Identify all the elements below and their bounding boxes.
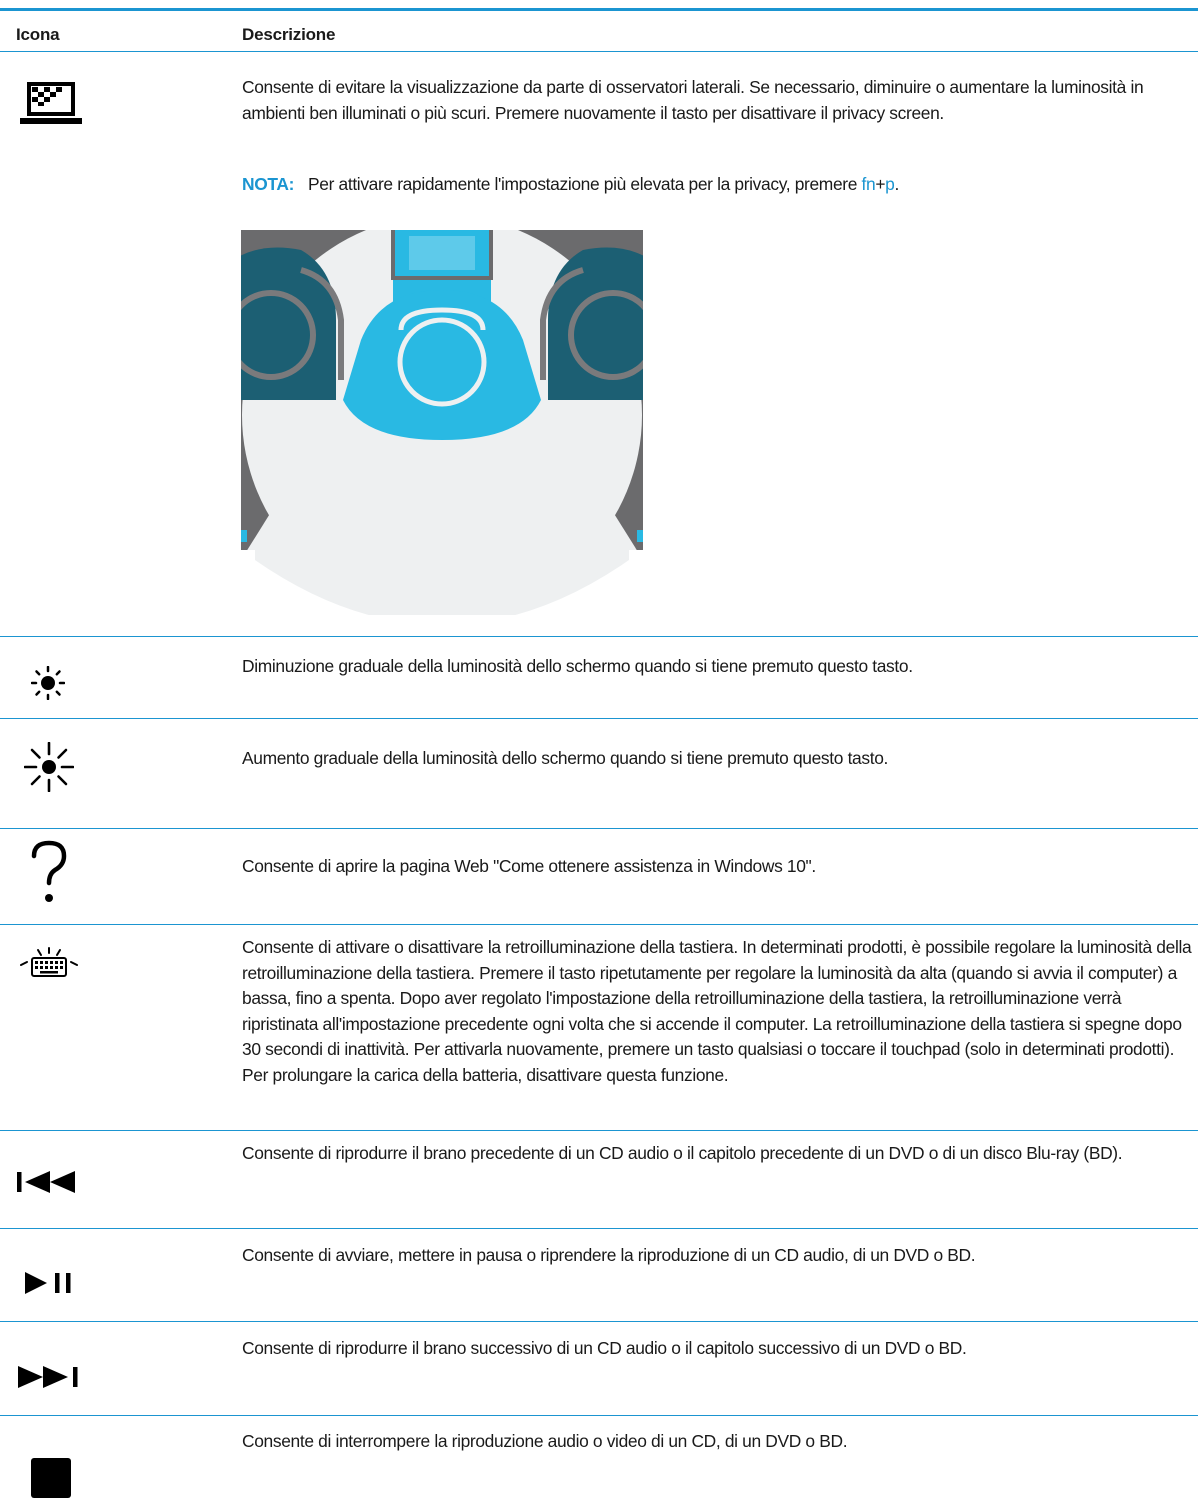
help-icon [30, 840, 68, 911]
row-description: Aumento graduale della luminosità dello schermo quando si tiene premuto questo tasto. [242, 748, 888, 768]
table-row [0, 637, 1198, 719]
column-header-description: Descrizione [242, 25, 336, 44]
note-plus: + [875, 174, 886, 194]
row-description: Consente di aprire la pagina Web "Come ottenere assistenza in Windows 10". [242, 856, 816, 876]
row-description: Consente di riprodurre il brano successivo di un CD audio o il capitolo successivo di un DVD o BD. [242, 1338, 967, 1358]
row-description: Consente di attivare o disattivare la retroilluminazione della tastiera. In determinati prodotti, è possibile regolare la luminosità della retroilluminazione della tastiera. Premere il tasto ripetutamente per regolare la luminosità da alta (quando si avvia il computer) a bassa, fino a spenta. Dopo aver regolato l'impostazione della retroilluminazione della tastiera, la retroilluminazione verrà ripristinata all'impostazione precedente ogni volta che si accende il computer. La retroilluminazione della tastiera si spegne dopo 30 secondi di inattività. Per attivarla nuovamente, premere un tasto qualsiasi o toccare il touchpad (solo in determinati prodotti). Per prolungare la carica della batteria, disattivare questa funzione. [242, 937, 1192, 1085]
table-row [0, 719, 1198, 829]
play-pause-icon [25, 1272, 77, 1299]
privacy-screen-illustration [241, 230, 643, 620]
note-key-fn: fn [861, 174, 876, 194]
table-row [0, 1131, 1198, 1229]
previous-track-icon [17, 1171, 79, 1198]
next-track-icon [18, 1366, 80, 1393]
note [242, 174, 899, 195]
table-row [0, 1416, 1198, 1510]
stop-icon [31, 1458, 71, 1503]
table-header [0, 8, 1198, 52]
row-description: Consente di avviare, mettere in pausa o riprendere la riproduzione di un CD audio, di un DVD o BD. [242, 1245, 976, 1265]
privacy-screen-icon [20, 82, 82, 133]
note-key-p: p [885, 174, 895, 194]
table-row [0, 1229, 1198, 1322]
row-description: Consente di interrompere la riproduzione audio o video di un CD, di un DVD o BD. [242, 1431, 848, 1451]
row-description: Consente di evitare la visualizzazione da parte di osservatori laterali. Se necessario, diminuire o aumentare la luminosità in ambienti ben illuminati o più scuri. Premere nuovamente il tasto per disattivare il privacy screen. [242, 77, 1144, 123]
column-header-icon: Icona [16, 25, 60, 44]
row-description: Diminuzione graduale della luminosità dello schermo quando si tiene premuto questo tasto. [242, 656, 913, 676]
table-row [0, 829, 1198, 925]
brightness-up-icon [24, 742, 74, 797]
table-row [0, 52, 1198, 637]
table-row [0, 925, 1198, 1131]
table-row [0, 1322, 1198, 1416]
note-label: NOTA: [242, 174, 295, 194]
row-description: Consente di riprodurre il brano precedente di un CD audio o il capitolo precedente di un DVD o di un disco Blu-ray (BD). [242, 1143, 1123, 1163]
note-end: . [894, 174, 899, 194]
brightness-down-icon [31, 666, 65, 705]
keyboard-backlight-icon [18, 947, 80, 984]
note-text: Per attivare rapidamente l'impostazione più elevata per la privacy, premere [308, 174, 858, 194]
